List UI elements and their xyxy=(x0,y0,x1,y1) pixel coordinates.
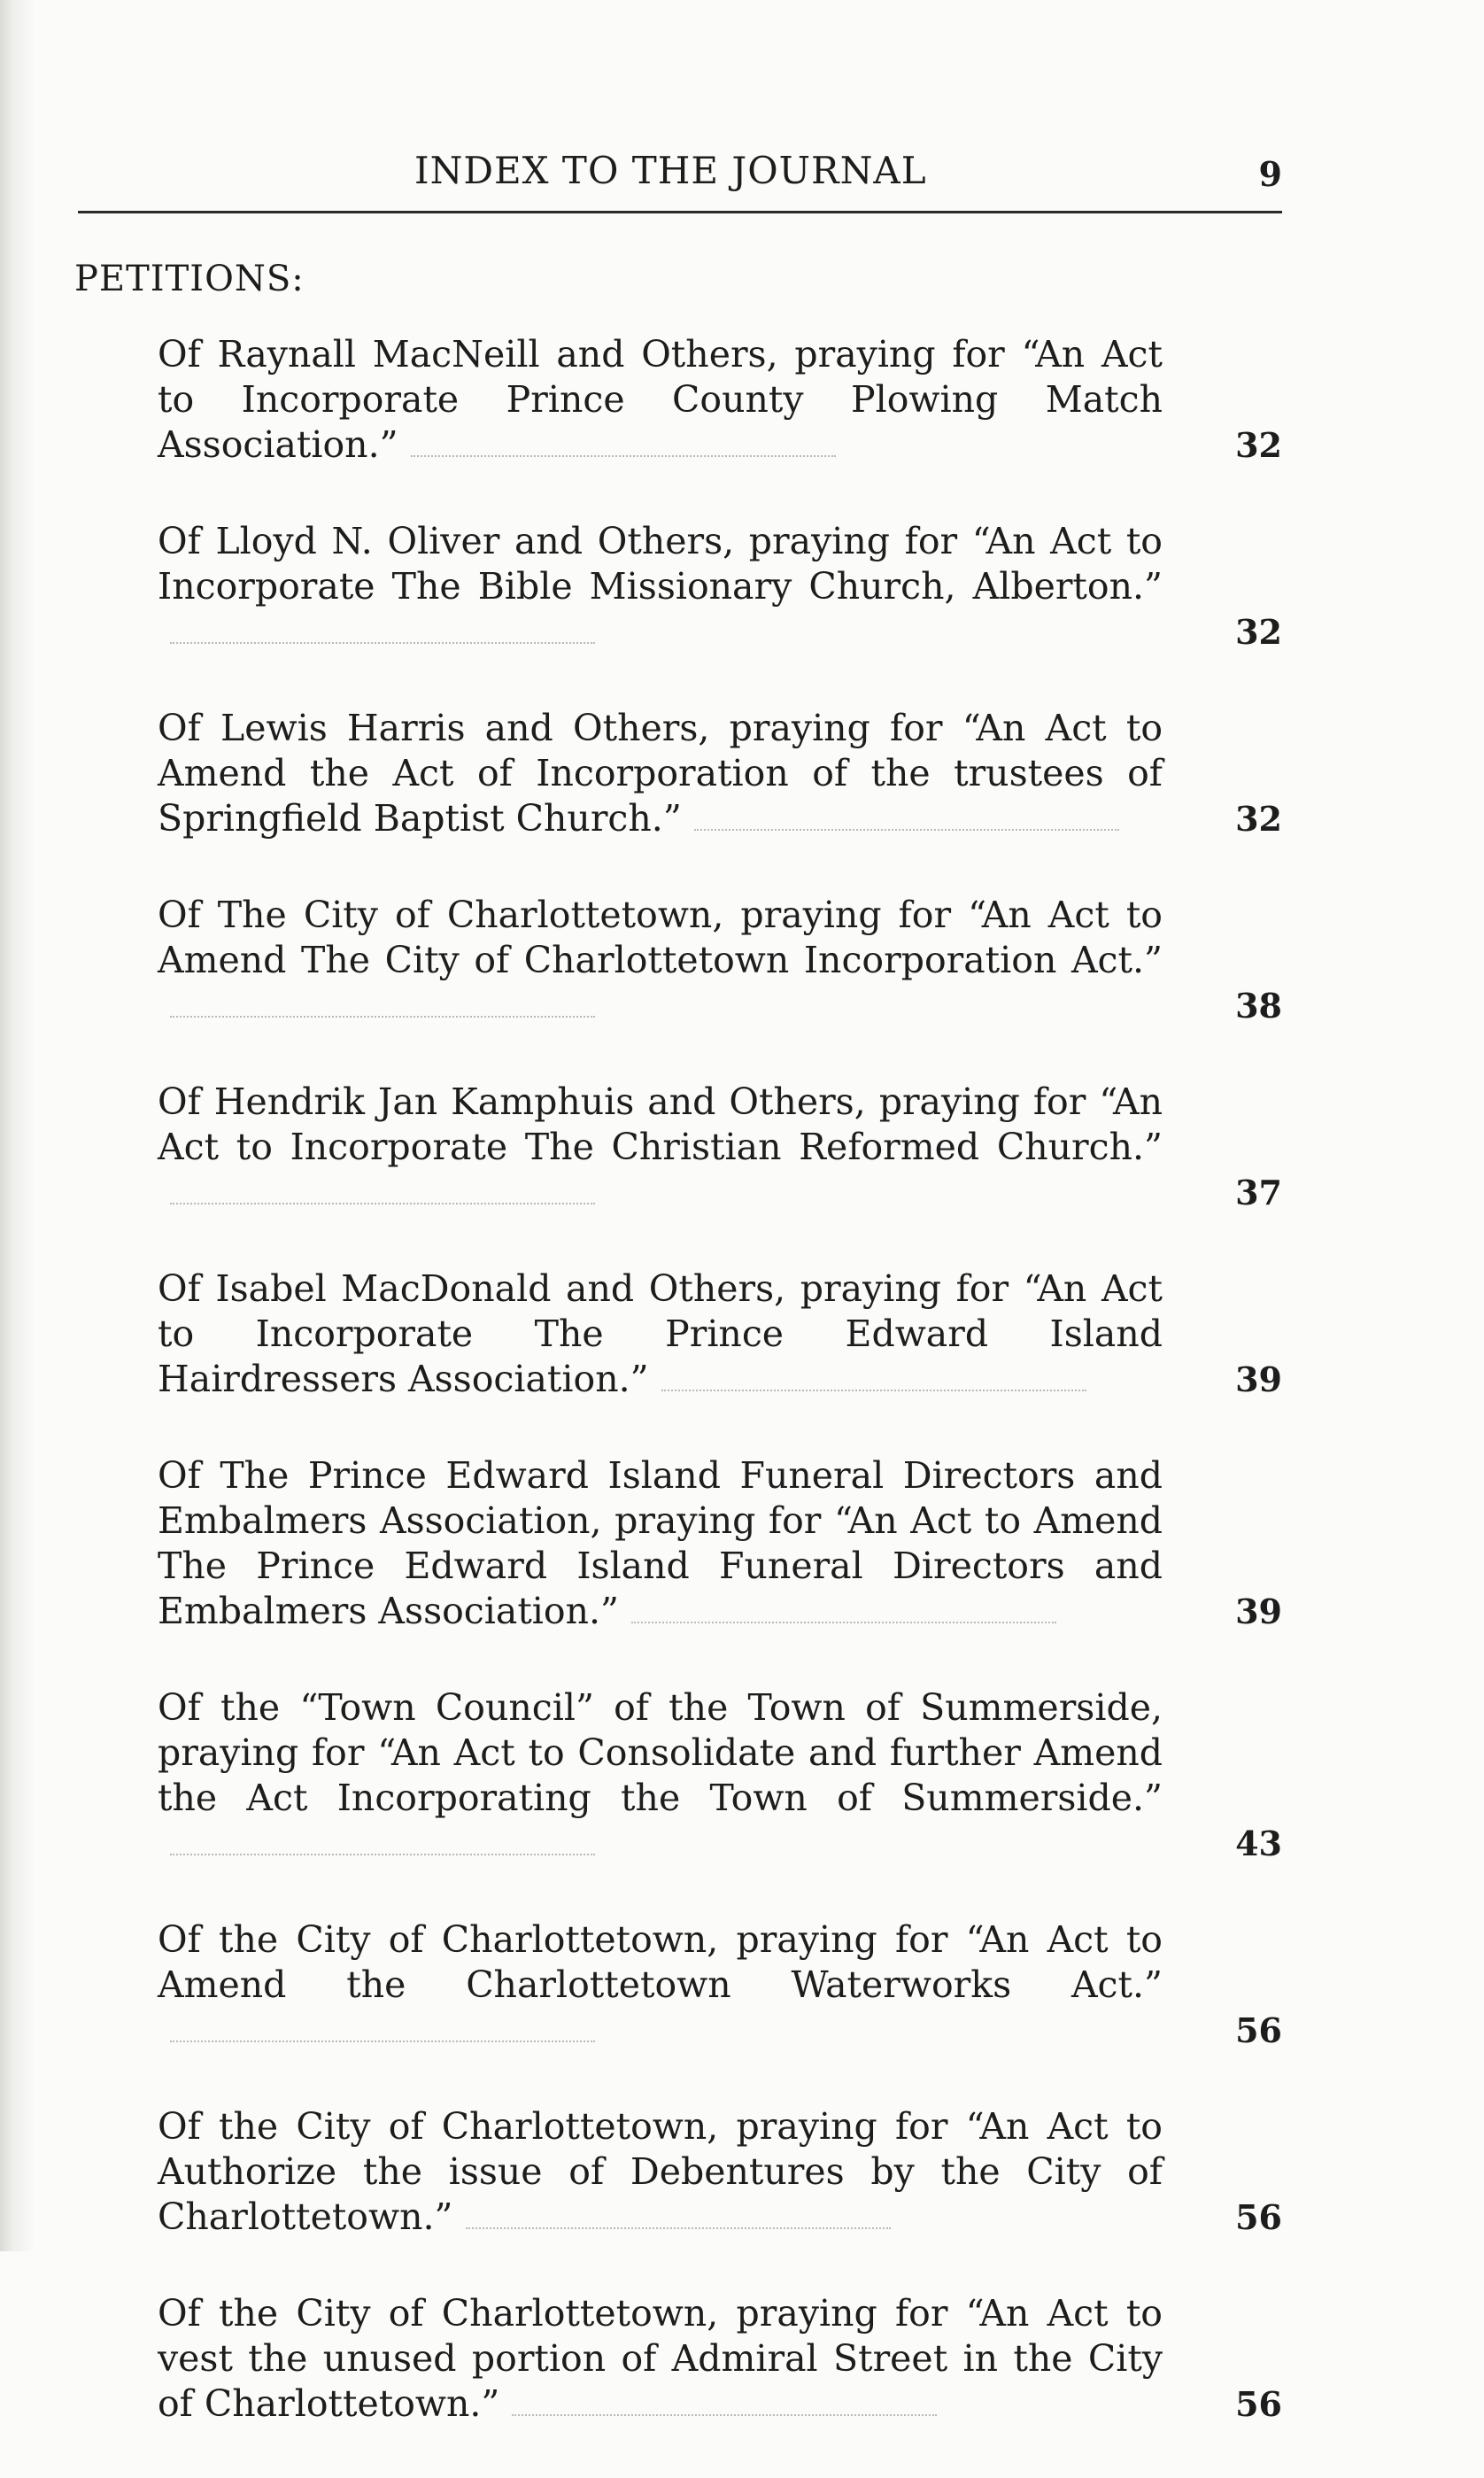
leader-dots xyxy=(512,2414,937,2416)
leader-dots xyxy=(170,1016,595,1018)
petition-entry xyxy=(158,1917,1282,2053)
petition-text: Of Raynall MacNeill and Others, praying for “An Act to Incorporate Prince County Plowing Match Association.” xyxy=(158,333,1163,466)
page-header xyxy=(78,149,1282,202)
petition-text: Of the “Town Council” of the Town of Summerside, praying for “An Act to Consolidate and further Amend the Act Incorporating the Town of Summerside.” xyxy=(158,1685,1163,1866)
petition-page-ref: 32 xyxy=(1235,612,1282,652)
petition-text: Of the City of Charlottetown, praying for “An Act to vest the unused portion of Admiral Street in the City of Charlottetown.” xyxy=(158,2292,1163,2425)
page-number: 9 xyxy=(1258,154,1282,194)
petition-page-ref: 39 xyxy=(1235,1591,1282,1631)
running-title: INDEX TO THE JOURNAL xyxy=(414,149,927,192)
section-title: PETITIONS: xyxy=(74,259,305,299)
petition-entry xyxy=(158,706,1282,841)
petition-entry xyxy=(158,2104,1282,2240)
petition-text: Of The City of Charlottetown, praying for “An Act to Amend The City of Charlottetown Incorporation Act.” xyxy=(158,893,1163,1028)
petition-page-ref: 56 xyxy=(1235,2010,1282,2050)
header-rule xyxy=(78,211,1282,213)
petition-text: Of Lloyd N. Oliver and Others, praying for “An Act to Incorporate The Bible Missionary Church, Alberton.” xyxy=(158,519,1163,654)
leader-dots xyxy=(411,455,836,457)
leader-dots xyxy=(466,2227,891,2229)
leader-dots xyxy=(170,1203,595,1204)
leader-dots xyxy=(170,1854,595,1855)
petition-page-ref: 56 xyxy=(1235,2384,1282,2424)
petition-entry xyxy=(158,519,1282,654)
petition-text: Of Hendrik Jan Kamphuis and Others, praying for “An Act to Incorporate The Christian Reformed Church.” xyxy=(158,1080,1163,1215)
petition-text: Of Isabel MacDonald and Others, praying for “An Act to Incorporate The Prince Edward Island Hairdressers Association.” xyxy=(158,1267,1163,1400)
leader-dots xyxy=(694,829,1119,831)
petition-text: Of the City of Charlottetown, praying for “An Act to Amend the Charlottetown Waterworks Act.” xyxy=(158,1917,1163,2053)
petition-text: Of The Prince Edward Island Funeral Directors and Embalmers Association, praying for “An Act to Amend The Prince Edward Island Funeral Directors and Embalmers Association.” xyxy=(158,1454,1163,1632)
petition-text: Of the City of Charlottetown, praying for “An Act to Authorize the issue of Debentures by the City of Charlottetown.” xyxy=(158,2105,1163,2238)
leader-dots xyxy=(170,642,595,644)
petition-page-ref: 32 xyxy=(1235,425,1282,465)
petition-entry xyxy=(158,1685,1282,1866)
petition-text: Of Lewis Harris and Others, praying for “An Act to Amend the Act of Incorporation of the trustees of Springfield Baptist Church.” xyxy=(158,707,1163,840)
petition-page-ref: 39 xyxy=(1235,1359,1282,1399)
petition-page-ref: 37 xyxy=(1235,1173,1282,1212)
petition-list xyxy=(158,332,1282,2478)
petition-entry xyxy=(158,2291,1282,2427)
petition-page-ref: 56 xyxy=(1235,2197,1282,2237)
petition-entry xyxy=(158,1080,1282,1215)
petition-entry xyxy=(158,1453,1282,1634)
leader-dots xyxy=(170,2040,595,2042)
leader-dots xyxy=(661,1390,1086,1391)
petition-entry xyxy=(158,893,1282,1028)
petition-page-ref: 43 xyxy=(1235,1824,1282,1863)
petition-page-ref: 32 xyxy=(1235,799,1282,839)
petition-entry xyxy=(158,332,1282,468)
petition-entry xyxy=(158,1266,1282,1402)
leader-dots xyxy=(631,1622,1056,1623)
petition-page-ref: 38 xyxy=(1235,986,1282,1026)
